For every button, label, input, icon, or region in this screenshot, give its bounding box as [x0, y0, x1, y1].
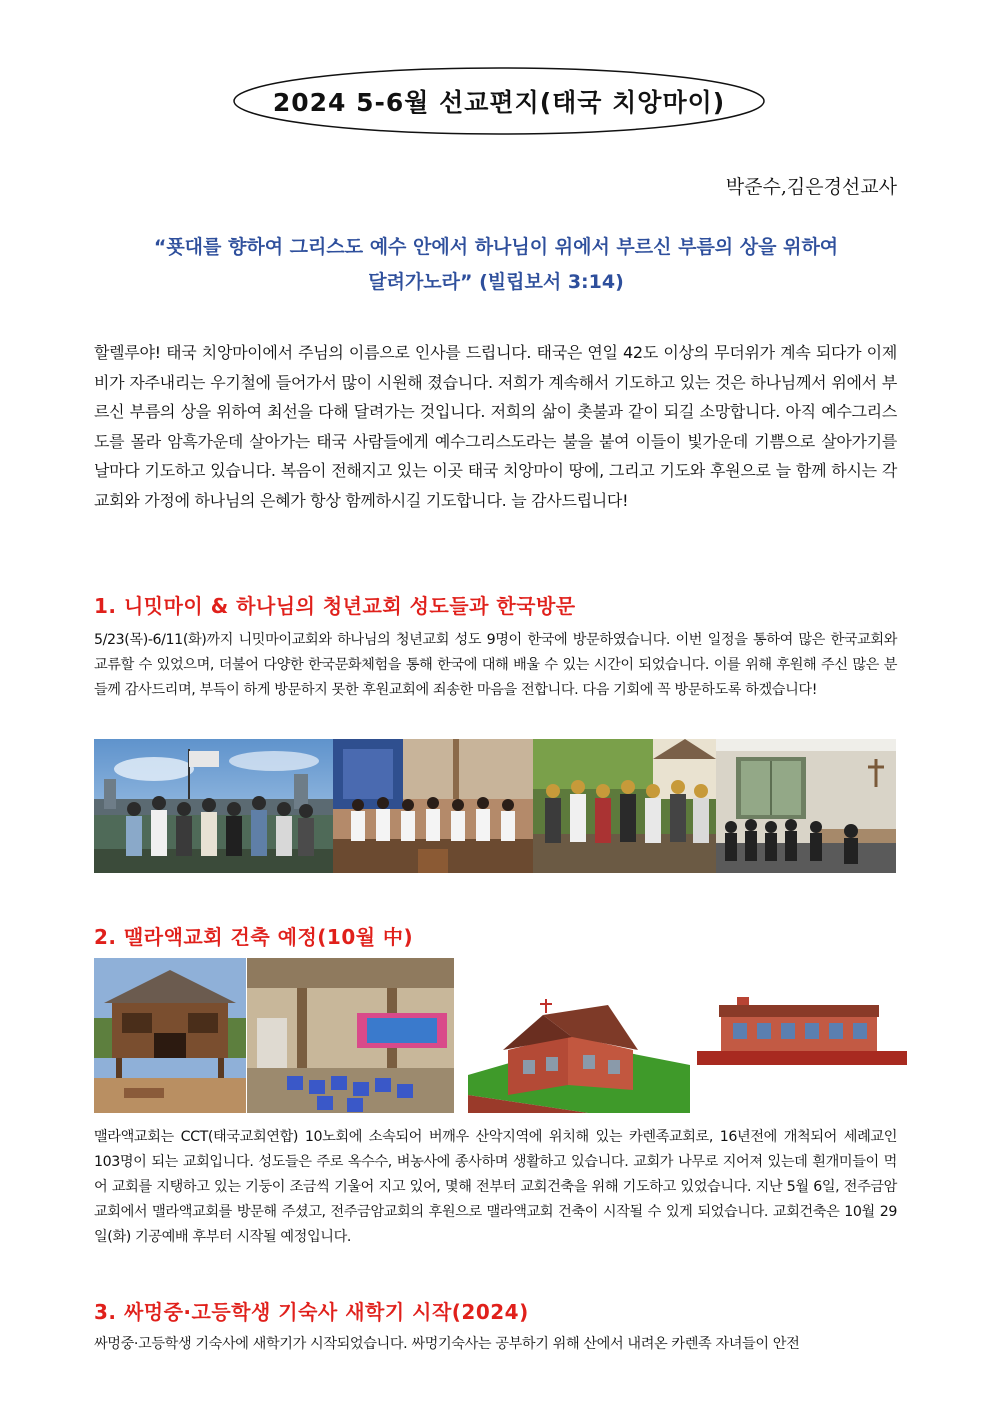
photo-church-interior — [247, 958, 454, 1113]
section-3-body: 싸멍중·고등학생 기숙사에 새학기가 시작되었습니다. 싸멍기숙사는 공부하기 위해 산에서 내려온 카렌족 자녀들이 안전 — [94, 1336, 800, 1352]
section-2-heading: 2. 맬라액교회 건축 예정(10월 中) — [94, 925, 414, 949]
section-2-body: 맬라액교회는 CCT(태국교회연합) 10노회에 소속되어 버깨우 산악지역에 위치해 있는 카렌족교회로, 16년전에 개척되어 세례교인 103명이 되는 교회입니다. 성도들은 주로 옥수수, 벼농사에 종사하며 생활하고 있습니다. 교회가 나무로 지어져 있는데 흰개미들이 먹어 교회를 지탱하고 있는 기둥이 조금씩 기울어 지고 있어, 몇해 전부터 교회건축을 위해 기도하고 있었습니다. 지난 5월 6일, 전주금암교회에서 맬라액교회를 방문해 주셨고, 전주금암교회의 후원으로 맬라액교회 건축이 시작될 수 있게 되었습니다. 교회건축은 10월 29일(화) 기공예배 후부터 시작될 예정입니다. — [94, 1129, 897, 1245]
photo-church-choir — [333, 739, 533, 873]
author: 박준수,김은경선교사 — [725, 176, 897, 198]
page-title: 2024 5-6월 선교편지(태국 치앙마이) — [272, 88, 726, 117]
bible-verse — [95, 230, 897, 300]
section-1-heading: 1. 니밋마이 & 하나님의 청년교회 성도들과 한국방문 — [94, 594, 576, 618]
photo-church-service — [716, 739, 896, 873]
intro-paragraph: 할렐루야! 태국 치앙마이에서 주님의 이름으로 인사를 드립니다. 태국은 연일 42도 이상의 무더위가 계속 되다가 이제 비가 자주내리는 우기철에 들어가서 많이 시원해 졌습니다. 저희가 계속해서 기도하고 있는 것은 하나님께서 위에서 부르신 부름의 상을 위하여 최선을 다해 달려가는 것입니다. 저희의 삶이 촛불과 같이 되길 소망합니다. 아직 예수그리스도를 몰라 암흑가운데 살아가는 태국 사람들에게 예수그리스도라는 불을 붙여 이들이 빛가운데 기쁨으로 살아가기를 날마다 기도하고 있습니다. 복음이 전해지고 있는 이곳 태국 치앙마이 땅에, 그리고 기도와 후원으로 늘 함께 하시는 각 교회와 가정에 하나님의 은혜가 항상 함께하시길 기도합니다. 늘 감사드립니다! — [94, 343, 897, 510]
rendering-church-front — [697, 995, 907, 1065]
section-1-body: 5/23(목)-6/11(화)까지 니밋마이교회와 하나님의 청년교회 성도 9명이 한국에 방문하였습니다. 이번 일정을 통하여 많은 한국교회와 교류할 수 있었으며, 더불어 다양한 한국문화체험을 통해 한국에 대해 배울 수 있는 시간이 되었습니다. 이를 위해 후원해 주신 많은 분들께 감사드리며, 부득이 하게 방문하지 못한 후원교회에 죄송한 마음을 전합니다. 다음 기회에 꼭 방문하도록 하겠습니다! — [94, 632, 897, 698]
photo-adventure-group — [533, 739, 716, 873]
photo-wooden-church — [94, 958, 246, 1113]
verse-line-2: 달려가노라” (빌립보서 3:14) — [368, 271, 624, 293]
photo-group-riverside — [94, 739, 333, 873]
verse-line-1: “푯대를 향하여 그리스도 예수 안에서 하나님이 위에서 부르신 부름의 상을 위하여 — [153, 236, 839, 258]
title-block — [232, 66, 766, 136]
rendering-church-3d — [468, 995, 690, 1113]
section-3-heading: 3. 싸멍중·고등학생 기숙사 새학기 시작(2024) — [94, 1300, 529, 1324]
